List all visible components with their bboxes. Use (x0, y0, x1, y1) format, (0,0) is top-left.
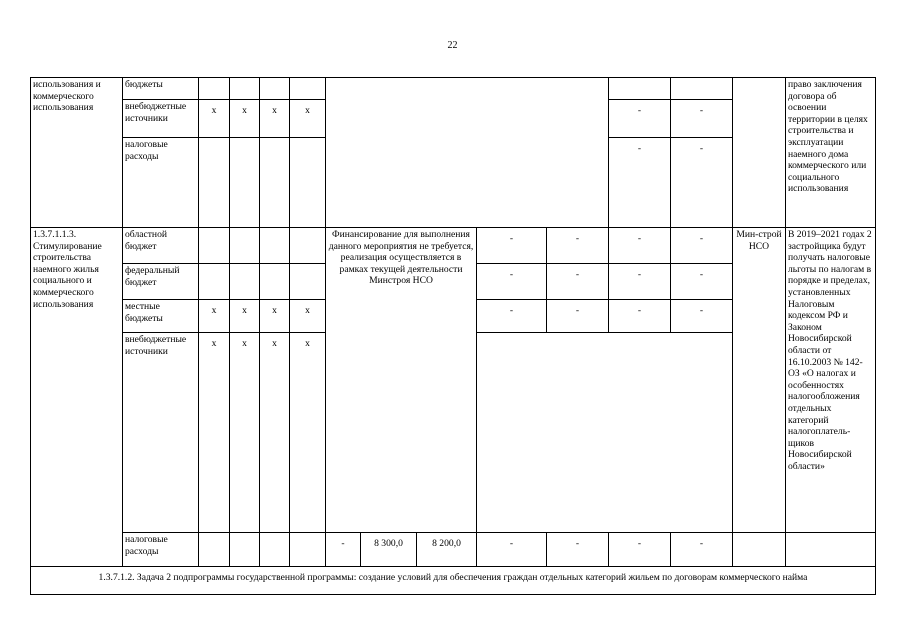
mark-cell: x (260, 333, 290, 533)
mark-cell: x (199, 333, 230, 533)
program-measures-table (30, 77, 876, 595)
value-cell: - (671, 100, 733, 138)
mark-cell (290, 138, 326, 228)
funding-source-cell: налоговые расходы (123, 533, 199, 567)
mark-cell: x (230, 100, 260, 138)
expected-result-cell (786, 533, 876, 567)
amount-cell: - (326, 533, 361, 567)
mark-cell (260, 78, 290, 100)
mark-cell: x (199, 100, 230, 138)
mark-cell (230, 78, 260, 100)
value-cell: - (671, 138, 733, 228)
mark-cell: x (230, 333, 260, 533)
mark-cell (290, 78, 326, 100)
mark-cell (260, 264, 290, 300)
mark-cell (260, 228, 290, 264)
funding-source-cell: налоговые расходы (123, 138, 199, 228)
mark-cell (199, 533, 230, 567)
value-cell: - (477, 228, 547, 264)
mark-cell: x (290, 300, 326, 333)
empty-merged-cell (326, 78, 609, 228)
executor-cell: Мин-строй НСО (733, 228, 786, 533)
funding-source-cell: федеральный бюджет (123, 264, 199, 300)
mark-cell: x (230, 300, 260, 333)
value-cell: - (609, 100, 671, 138)
value-cell: - (671, 264, 733, 300)
value-cell: - (547, 228, 609, 264)
mark-cell: x (199, 300, 230, 333)
value-cell: - (609, 228, 671, 264)
mark-cell: x (290, 100, 326, 138)
mark-cell (230, 264, 260, 300)
mark-cell (230, 533, 260, 567)
table-row (31, 533, 876, 567)
measure-name-cell: 1.3.7.1.1.3. Стимулирование строительства наемного жилья социального и коммерческого использования (31, 228, 123, 567)
mark-cell (230, 228, 260, 264)
expected-result-cell: право заключения договора об освоении территории в целях строительства и эксплуатации наемного дома коммерческого или социального использования (786, 78, 876, 228)
value-cell: - (477, 264, 547, 300)
table-row (31, 78, 876, 100)
executor-cell (733, 533, 786, 567)
funding-source-cell: местные бюджеты (123, 300, 199, 333)
value-cell: - (671, 533, 733, 567)
executor-cell (733, 78, 786, 228)
mark-cell (260, 138, 290, 228)
value-cell: - (477, 300, 547, 333)
financing-note-cell: Финансирование для выполнения данного мероприятия не требуется, реализация осуществляется в рамках текущей деятельности Минстроя НСО (326, 228, 477, 533)
amount-cell: 8 200,0 (417, 533, 477, 567)
value-cell: - (671, 228, 733, 264)
funding-source-cell: внебюджетные источники (123, 100, 199, 138)
page-number: 22 (447, 40, 458, 51)
mark-cell (199, 78, 230, 100)
value-cell: - (477, 533, 547, 567)
mark-cell: x (260, 100, 290, 138)
funding-source-cell: бюджеты (123, 78, 199, 100)
table-row (31, 228, 876, 264)
amount-cell: 8 300,0 (361, 533, 417, 567)
expected-result-cell: В 2019–2021 годах 2 застройщика будут получать налоговые льготы по налогам в порядке и пределах, установленных Налоговым кодексом РФ и Законом Новосибирской области от 16.10.2003 № 142-ОЗ «О налогах и особенностях налогообложения отдельных категорий налогоплатель-щиков Новосибирской области» (786, 228, 876, 533)
funding-source-cell: внебюджетные источники (123, 333, 199, 533)
value-cell: - (671, 300, 733, 333)
value-cell (609, 78, 671, 100)
task-heading-cell: 1.3.7.1.2. Задача 2 подпрограммы государственной программы: создание условий для обеспечения граждан отдельных категорий жильем по договорам коммерческого найма (31, 567, 876, 595)
funding-source-cell: областной бюджет (123, 228, 199, 264)
value-cell: - (547, 300, 609, 333)
value-cell: - (609, 264, 671, 300)
mark-cell (199, 138, 230, 228)
mark-cell (199, 228, 230, 264)
value-cell: - (609, 533, 671, 567)
mark-cell: x (290, 333, 326, 533)
mark-cell (290, 228, 326, 264)
mark-cell (290, 264, 326, 300)
empty-merged-cell (477, 333, 733, 533)
mark-cell (260, 533, 290, 567)
mark-cell (290, 533, 326, 567)
measure-name-cell: использования и коммерческого использования (31, 78, 123, 228)
value-cell: - (609, 300, 671, 333)
value-cell: - (547, 264, 609, 300)
value-cell: - (609, 138, 671, 228)
mark-cell (199, 264, 230, 300)
value-cell (671, 78, 733, 100)
value-cell: - (547, 533, 609, 567)
table-row (31, 567, 876, 595)
mark-cell: x (260, 300, 290, 333)
mark-cell (230, 138, 260, 228)
